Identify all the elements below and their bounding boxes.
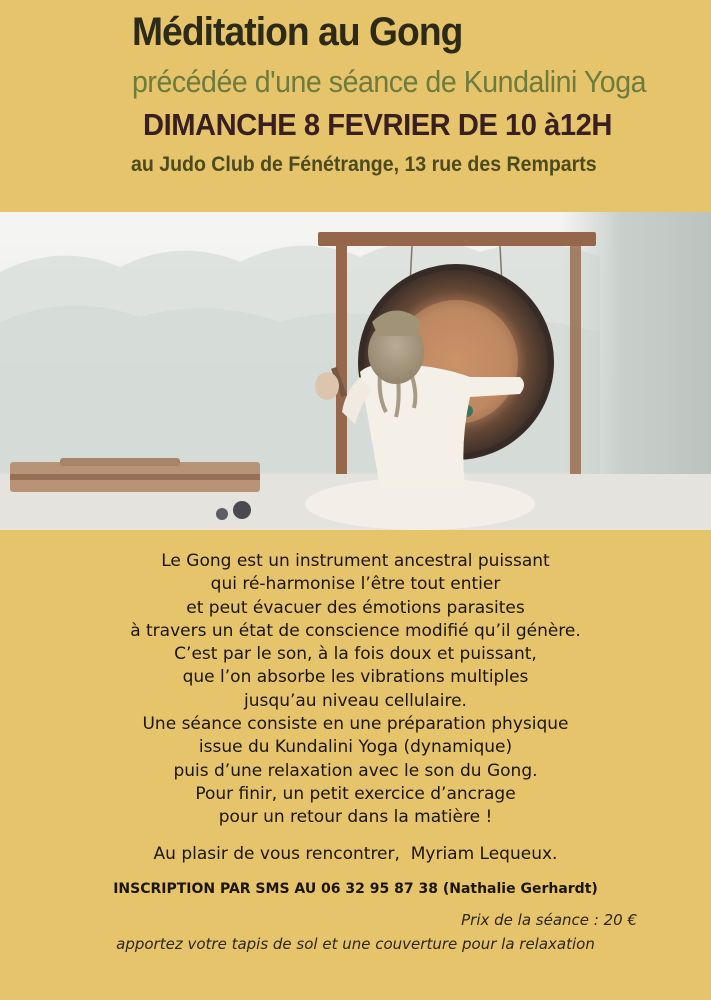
organizer-greeting: Au plasir de vous rencontrer, Myriam Lequeux. (153, 844, 558, 864)
session-price: Prix de la séance : 20 € (461, 911, 637, 929)
description-line: et peut évacuer des émotions parasites (186, 597, 525, 618)
gong-photo-illustration (0, 212, 711, 530)
bring-note: apportez votre tapis de sol et une couverture pour la relaxation (116, 935, 595, 953)
description-line: qui ré-harmonise l’être tout entier (210, 574, 501, 595)
description-line: jusqu’au niveau cellulaire. (244, 690, 467, 711)
description-line: puis d’une relaxation avec le son du Gong. (173, 760, 538, 781)
event-date: DIMANCHE 8 FEVRIER DE 10 à12H (143, 107, 612, 142)
description-line: Le Gong est un instrument ancestral puissant (161, 551, 550, 571)
description-line: à travers un état de conscience modifié qu’il génère. (130, 620, 581, 641)
description-line: Pour finir, un petit exercice d’ancrage (195, 783, 516, 804)
event-description (0, 550, 711, 830)
registration-info: INSCRIPTION PAR SMS AU 06 32 95 87 38 (Nathalie Gerhardt) (113, 881, 598, 897)
event-location: au Judo Club de Fénétrange, 13 rue des Remparts (131, 153, 597, 176)
description-line: Une séance consiste en une préparation physique (142, 714, 569, 735)
description-line: C’est par le son, à la fois doux et puissant, (174, 644, 537, 665)
gong-meditation-photo (0, 212, 711, 530)
poster-subtitle: précédée d'une séance de Kundalini Yoga (132, 64, 647, 99)
poster-header (0, 0, 711, 212)
description-line: issue du Kundalini Yoga (dynamique) (198, 737, 513, 758)
description-line: que l’on absorbe les vibrations multiples (182, 667, 529, 688)
poster-title: Méditation au Gong (132, 10, 463, 54)
description-line: pour un retour dans la matière ! (218, 807, 493, 828)
